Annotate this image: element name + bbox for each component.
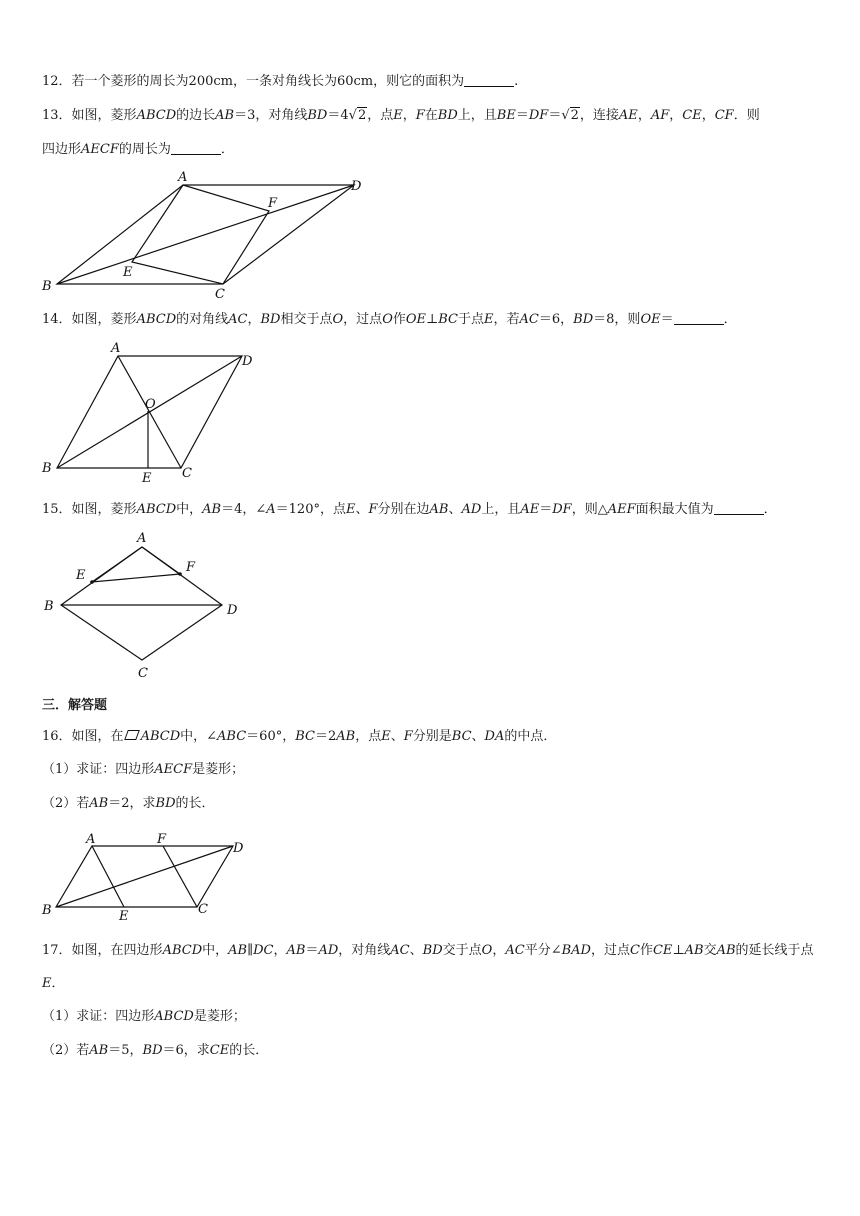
question-number: 17． xyxy=(42,943,72,958)
var: AB xyxy=(89,1043,109,1058)
label-B: B xyxy=(44,599,54,614)
text: ＝120°，点 xyxy=(275,502,346,517)
sqrt-symbol: √2 xyxy=(348,108,367,123)
text: ＝ xyxy=(548,108,562,123)
var: ABCD xyxy=(140,729,181,744)
var: DF xyxy=(552,502,572,517)
text: ，点 xyxy=(355,729,382,744)
text: 如图，在 xyxy=(71,729,124,744)
text: 的延长线于点 xyxy=(735,943,814,958)
text: 的边长 xyxy=(176,108,216,123)
text: 在 xyxy=(424,108,438,123)
text: ，连接 xyxy=(579,108,619,123)
var: AE xyxy=(618,108,638,123)
text: ，若 xyxy=(493,312,520,327)
text: ＝ xyxy=(305,943,319,958)
text: 如图，菱形 xyxy=(71,502,137,517)
text: 是菱形； xyxy=(192,762,245,777)
question-17 xyxy=(42,941,820,961)
var: O xyxy=(332,312,344,327)
label-B: B xyxy=(42,903,52,918)
label-D: D xyxy=(233,841,244,856)
text: 是菱形； xyxy=(193,1009,246,1024)
var: BC xyxy=(451,729,472,744)
var: AB xyxy=(336,729,356,744)
var: AEF xyxy=(607,502,636,517)
text: ，则△ xyxy=(571,502,608,517)
question-number: 14． xyxy=(42,312,72,327)
text: 的中点． xyxy=(504,729,557,744)
text: （1）求证：四边形 xyxy=(42,1009,155,1024)
text: ，过点 xyxy=(343,312,383,327)
var: AB xyxy=(202,502,222,517)
var: BD xyxy=(142,1043,163,1058)
text: ， xyxy=(402,108,416,123)
var: AB xyxy=(215,108,235,123)
text: 、 xyxy=(355,502,369,517)
text: ， xyxy=(669,108,683,123)
var: AC xyxy=(505,943,525,958)
text: ＝3，对角线 xyxy=(234,108,308,123)
var: O xyxy=(382,312,393,327)
text: 的长． xyxy=(175,796,215,811)
text: 、 xyxy=(409,943,423,958)
var: BD xyxy=(260,312,281,327)
question-17-part2 xyxy=(42,1041,820,1061)
punct: ． xyxy=(723,312,737,327)
var: AC xyxy=(519,312,539,327)
text: 相交于点 xyxy=(280,312,333,327)
text: ＝8，则 xyxy=(593,312,641,327)
var: E xyxy=(381,729,391,744)
question-text: 若一个菱形的周长为200cm，一条对角线长为60cm，则它的面积为 xyxy=(71,74,465,89)
text: 、 xyxy=(471,729,485,744)
text: 的周长为 xyxy=(118,142,171,157)
var: CE xyxy=(209,1043,230,1058)
text: ，点 xyxy=(367,108,394,123)
var: ABCD xyxy=(162,943,203,958)
label-B: B xyxy=(42,461,52,476)
text: 上，且 xyxy=(457,108,497,123)
label-C: C xyxy=(138,666,148,681)
text: ＝ xyxy=(539,502,553,517)
text: ＝ xyxy=(660,312,674,327)
var: AD xyxy=(318,943,339,958)
text: 中， xyxy=(202,943,229,958)
label-D: D xyxy=(227,603,238,618)
var: BE xyxy=(496,108,516,123)
text: ＝4，∠ xyxy=(221,502,267,517)
text: （2）若 xyxy=(42,1043,90,1058)
text: 的长． xyxy=(229,1043,269,1058)
label-A: A xyxy=(86,832,96,847)
var: ABCD xyxy=(136,502,177,517)
text: 交 xyxy=(703,943,717,958)
var: OE xyxy=(640,312,661,327)
text: 于点 xyxy=(458,312,485,327)
var: ABCD xyxy=(154,1009,194,1024)
var: A xyxy=(266,502,276,517)
var: OE xyxy=(405,312,427,327)
label-D: D xyxy=(351,179,362,194)
text: ＝6，求 xyxy=(162,1043,210,1058)
var: E xyxy=(393,108,403,123)
question-number: 13． xyxy=(42,108,72,123)
punct: ． xyxy=(763,502,777,517)
label-F: F xyxy=(268,196,278,211)
text: ， xyxy=(492,943,506,958)
text: 中， xyxy=(176,502,203,517)
punct: ． xyxy=(51,976,65,991)
segment-ae xyxy=(92,846,124,907)
text: 平分∠ xyxy=(524,943,562,958)
label-B: B xyxy=(42,279,52,294)
punct: . xyxy=(514,74,519,89)
text: 如图，菱形 xyxy=(71,108,137,123)
var: F xyxy=(403,729,413,744)
label-A: A xyxy=(137,531,147,546)
label-C: C xyxy=(198,902,208,917)
text: ＝2，求 xyxy=(108,796,156,811)
var: E xyxy=(484,312,494,327)
question-number: 12． xyxy=(42,74,72,89)
text: 作 xyxy=(392,312,406,327)
text: ，过点 xyxy=(590,943,630,958)
label-F: F xyxy=(157,832,167,847)
var: AB xyxy=(89,796,109,811)
var: F xyxy=(368,502,378,517)
text: （1）求证：四边形 xyxy=(42,762,155,777)
segment-fc xyxy=(163,846,197,907)
text: ，对角线 xyxy=(338,943,391,958)
text: 分别在边 xyxy=(377,502,430,517)
question-number: 16． xyxy=(42,729,72,744)
var: O xyxy=(481,943,493,958)
text: ∥ xyxy=(247,943,254,958)
label-D: D xyxy=(242,354,253,369)
text: ＝2 xyxy=(314,729,337,744)
label-F: F xyxy=(186,560,196,575)
label-E: E xyxy=(123,265,133,280)
question-17-part1 xyxy=(42,1007,820,1027)
var: AB xyxy=(429,502,449,517)
text: 上，且 xyxy=(481,502,521,517)
var: AF xyxy=(650,108,670,123)
text: 如图，在四边形 xyxy=(71,943,163,958)
text: 的对角线 xyxy=(176,312,229,327)
var: CE xyxy=(652,943,673,958)
section-title: 三．解答题 xyxy=(42,698,108,713)
var: CE xyxy=(682,108,702,123)
var: DC xyxy=(253,943,274,958)
text: 如图，菱形 xyxy=(71,312,137,327)
var: DA xyxy=(484,729,505,744)
text: ＝5， xyxy=(108,1043,143,1058)
text: ， xyxy=(273,943,287,958)
var: BC xyxy=(295,729,315,744)
var: AECF xyxy=(81,142,119,157)
var: BD xyxy=(155,796,176,811)
text: 交于点 xyxy=(442,943,482,958)
var: CF xyxy=(714,108,734,123)
label-E: E xyxy=(142,471,152,486)
var: BD xyxy=(422,943,443,958)
var: AC xyxy=(390,943,410,958)
text: （2）若 xyxy=(42,796,90,811)
var: BD xyxy=(573,312,594,327)
text: ⊥ xyxy=(672,943,685,958)
label-C: C xyxy=(215,287,225,302)
label-O: O xyxy=(145,397,156,412)
var: BAD xyxy=(561,943,591,958)
var: ABCD xyxy=(136,312,177,327)
var: E xyxy=(345,502,356,517)
var: AC xyxy=(228,312,248,327)
var: BD xyxy=(437,108,458,123)
text: 四边形 xyxy=(42,142,82,157)
var: BC xyxy=(438,312,459,327)
text: 、 xyxy=(448,502,462,517)
sqrt-symbol: √2 xyxy=(561,108,579,123)
label-E: E xyxy=(76,568,86,583)
var: DF xyxy=(528,108,549,123)
punct: ． xyxy=(220,142,234,157)
text: 面积最大值为 xyxy=(635,502,714,517)
var: ABCD xyxy=(136,108,177,123)
label-A: A xyxy=(111,341,121,356)
var: AE xyxy=(520,502,540,517)
var: ABC xyxy=(217,729,247,744)
var: F xyxy=(415,108,425,123)
text: ＝6， xyxy=(538,312,574,327)
var: AB xyxy=(716,943,736,958)
label-A: A xyxy=(178,170,188,185)
text: 、 xyxy=(390,729,404,744)
text: ＝4 xyxy=(327,108,349,123)
var: E xyxy=(42,976,52,991)
text: 中，∠ xyxy=(180,729,218,744)
label-E: E xyxy=(119,909,129,924)
var: AB xyxy=(228,943,248,958)
question-17-line2 xyxy=(42,974,820,994)
var: AB xyxy=(684,943,704,958)
diagonal-bd xyxy=(56,846,233,907)
text: ， xyxy=(637,108,651,123)
text: ．则 xyxy=(733,108,760,123)
var: AD xyxy=(461,502,482,517)
text: 作 xyxy=(639,943,653,958)
label-C: C xyxy=(182,466,192,481)
text: ， xyxy=(247,312,261,327)
var: C xyxy=(629,943,640,958)
text: ⊥ xyxy=(426,312,439,327)
var: BD xyxy=(307,108,328,123)
text: 分别是 xyxy=(412,729,452,744)
text: ＝60°， xyxy=(246,729,296,744)
question-number: 15． xyxy=(42,502,72,517)
var: AECF xyxy=(154,762,193,777)
text: ， xyxy=(701,108,715,123)
text: ＝ xyxy=(515,108,529,123)
var: AB xyxy=(286,943,306,958)
